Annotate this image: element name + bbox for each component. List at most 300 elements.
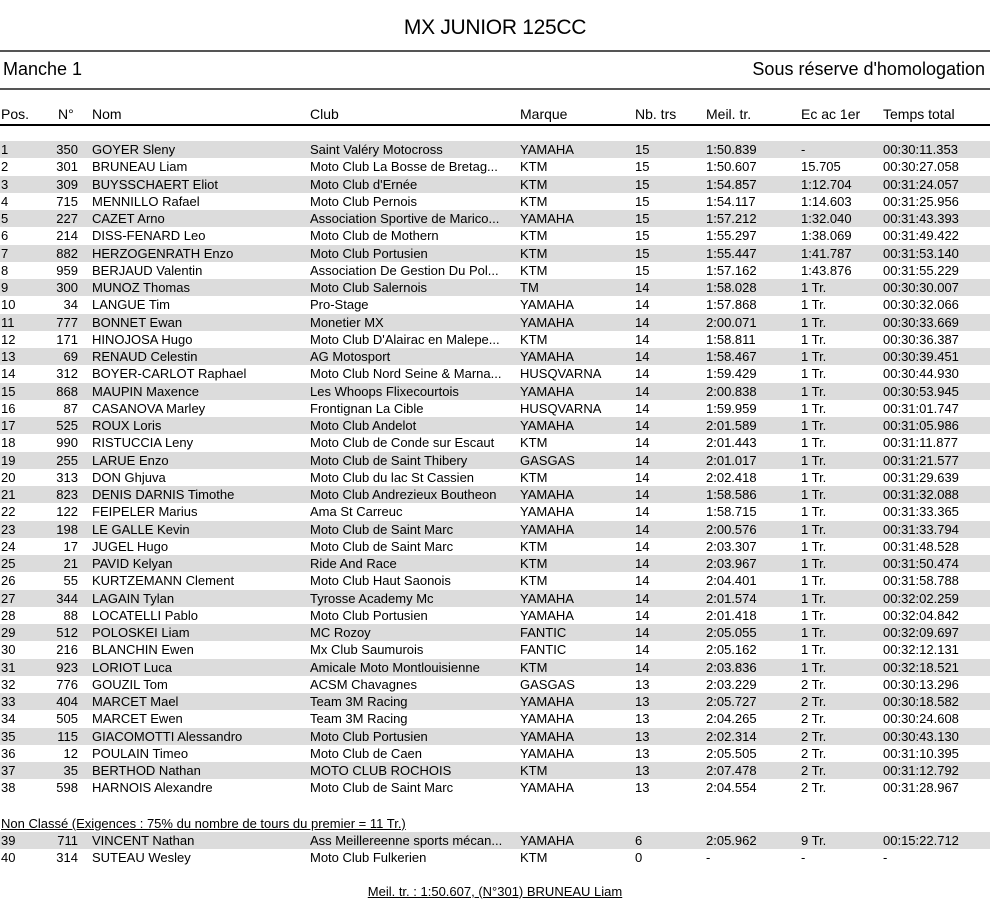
cell-marque: KTM [520,228,548,244]
cell-club: Team 3M Racing [310,711,408,727]
table-row [0,434,990,451]
cell-marque: YAMAHA [520,745,574,761]
cell-num: 314 [56,850,78,866]
cell-pos: 37 [1,763,16,778]
cell-club: ACSM Chavagnes [310,676,417,692]
cell-temps: 00:30:13.296 [883,676,959,692]
col-header-temps: Temps total [883,106,955,122]
table-row [0,849,990,866]
cell-club: Moto Club Andrezieux Boutheon [310,487,497,502]
homologation-status: Sous réserve d'homologation [752,59,985,79]
best-lap-footer: Meil. tr. : 1:50.607, (N°301) BRUNEAU Liam [367,884,623,899]
cell-meil: 2:07.478 [706,763,757,778]
cell-club: MOTO CLUB ROCHOIS [310,763,452,778]
cell-temps: 00:30:36.387 [883,331,959,347]
cell-marque: YAMAHA [520,607,574,623]
cell-temps: 00:31:58.788 [883,573,959,589]
cell-ecart: 1 Tr. [801,418,827,433]
cell-marque: KTM [520,763,548,778]
cell-marque: FANTIC [520,625,567,640]
cell-nbtrs: 14 [635,366,650,382]
cell-num: 923 [56,659,78,675]
cell-meil: 2:05.505 [706,745,757,761]
cell-meil: - [706,850,711,866]
cell-pos: 21 [1,487,16,502]
cell-pos: 5 [1,211,9,226]
cell-nom: MAUPIN Maxence [92,383,199,399]
cell-temps: 00:31:48.528 [883,538,959,554]
cell-marque: KTM [520,573,548,589]
cell-nbtrs: 15 [635,176,650,192]
cell-nbtrs: 14 [635,625,650,640]
page-title: MX JUNIOR 125CC [403,16,587,39]
cell-club: Ride And Race [310,556,397,571]
cell-nom: MARCET Mael [92,694,179,709]
cell-nbtrs: 15 [635,159,650,175]
cell-nom: GIACOMOTTI Alessandro [92,728,243,744]
cell-nbtrs: 15 [635,228,650,244]
cell-temps: 00:31:33.365 [883,504,959,520]
cell-nom: SUTEAU Wesley [92,850,191,866]
cell-num: 313 [56,469,78,485]
cell-num: 115 [57,728,78,744]
cell-marque: KTM [520,245,548,261]
col-header-num: N° [58,106,74,122]
table-row [0,676,990,693]
cell-club: Monetier MX [310,314,384,330]
cell-pos: 25 [1,556,16,571]
cell-nom: RENAUD Celestin [92,349,198,364]
cell-temps: 00:15:22.712 [883,833,959,848]
cell-ecart: 1:14.603 [801,193,852,209]
cell-num: 525 [56,418,78,433]
cell-club: Amicale Moto Montlouisienne [310,659,480,675]
cell-club: Moto Club Portusien [310,607,428,623]
cell-nbtrs: 14 [635,607,650,623]
cell-nbtrs: 15 [635,211,650,226]
cell-club: Pro-Stage [310,297,369,313]
cell-num: 301 [56,159,78,175]
table-row [0,245,990,262]
cell-pos: 3 [1,176,9,192]
cell-meil: 2:05.962 [706,833,757,848]
table-row [0,779,990,796]
cell-nbtrs: 13 [635,694,650,709]
cell-meil: 2:04.401 [706,573,757,589]
cell-club: Moto Club Haut Saonois [310,573,451,589]
table-row [0,279,990,296]
cell-nbtrs: 14 [635,521,650,537]
cell-temps: 00:31:25.956 [883,193,959,209]
cell-marque: KTM [520,659,548,675]
cell-marque: KTM [520,262,548,278]
cell-ecart: 15.705 [801,159,841,175]
cell-pos: 33 [1,694,16,709]
cell-nbtrs: 14 [635,280,650,295]
cell-temps: 00:32:02.259 [883,590,959,606]
cell-club: Les Whoops Flixecourtois [310,383,459,399]
cell-ecart: - [801,850,806,866]
cell-ecart: 1:38.069 [801,228,852,244]
cell-marque: KTM [520,556,548,571]
cell-meil: 1:54.117 [706,193,756,209]
cell-temps: 00:30:44.930 [883,366,959,382]
cell-nbtrs: 14 [635,556,650,571]
cell-nom: LANGUE Tim [92,297,171,313]
col-header-pos: Pos. [1,106,30,122]
cell-num: 35 [63,763,78,778]
cell-club: Moto Club de Saint Marc [310,521,454,537]
cell-ecart: 1 Tr. [801,400,827,416]
cell-temps: 00:31:10.395 [883,745,959,761]
cell-num: 88 [63,607,78,623]
cell-marque: YAMAHA [520,694,574,709]
cell-num: 12 [63,745,78,761]
table-row [0,521,990,538]
cell-temps: 00:30:30.007 [883,280,959,295]
cell-club: Ama St Carreuc [310,504,403,520]
cell-meil: 2:04.554 [706,780,757,796]
cell-temps: 00:30:43.130 [883,728,959,744]
cell-nom: BERJAUD Valentin [92,262,203,278]
cell-num: 216 [56,642,78,658]
cell-nbtrs: 14 [635,487,650,502]
col-header-nbtrs: Nb. trs [635,106,677,122]
cell-marque: HUSQVARNA [520,400,602,416]
table-row [0,572,990,589]
cell-meil: 2:01.017 [706,452,757,468]
cell-pos: 8 [1,262,9,278]
cell-meil: 1:57.212 [706,211,757,226]
cell-temps: 00:31:05.986 [883,418,959,433]
cell-pos: 27 [1,590,16,606]
cell-num: 777 [56,314,78,330]
cell-nom: BONNET Ewan [92,314,183,330]
table-row [0,348,990,365]
cell-num: 959 [56,262,78,278]
cell-ecart: 2 Tr. [801,728,827,744]
cell-meil: 2:00.071 [706,314,757,330]
cell-num: 882 [56,245,78,261]
table-row [0,590,990,607]
cell-club: Moto Club d'Ernée [310,176,418,192]
cell-marque: KTM [520,331,548,347]
cell-temps: 00:30:39.451 [883,349,959,364]
table-row [0,503,990,520]
cell-pos: 13 [1,349,16,364]
cell-club: AG Motosport [310,349,391,364]
cell-meil: 1:58.028 [706,280,757,295]
cell-num: 512 [56,625,78,640]
cell-ecart: 1:32.040 [801,211,852,226]
non-classified-label: Non Classé (Exigences : 75% du nombre de tours du premier = 11 Tr.) [1,816,406,831]
cell-temps: 00:32:09.697 [883,625,959,640]
cell-num: 505 [56,711,78,727]
cell-club: Moto Club Pernois [310,193,417,209]
cell-marque: YAMAHA [520,711,574,727]
cell-nbtrs: 14 [635,590,650,606]
cell-temps: 00:30:53.945 [883,383,959,399]
cell-club: Moto Club Fulkerien [310,850,427,866]
cell-marque: YAMAHA [520,383,574,399]
cell-nom: BLANCHIN Ewen [92,642,194,658]
cell-num: 255 [56,452,78,468]
cell-marque: KTM [520,193,548,209]
cell-meil: 1:50.607 [706,159,757,175]
cell-nom: VINCENT Nathan [92,833,195,848]
cell-ecart: 1 Tr. [801,349,827,364]
table-row [0,210,990,227]
cell-temps: 00:31:21.577 [883,452,959,468]
cell-meil: 2:01.574 [706,590,757,606]
cell-club: Moto Club du lac St Cassien [310,469,475,485]
cell-pos: 10 [1,297,16,313]
cell-pos: 4 [1,193,9,209]
table-row [0,469,990,486]
cell-nom: BERTHOD Nathan [92,763,201,778]
cell-ecart: 9 Tr. [801,833,827,848]
table-row [0,452,990,469]
cell-ecart: 1 Tr. [801,469,827,485]
cell-marque: GASGAS [520,452,575,468]
cell-ecart: 1 Tr. [801,487,827,502]
cell-temps: 00:31:49.422 [883,228,959,244]
cell-meil: 2:05.727 [706,694,757,709]
cell-nom: MENNILLO Rafael [92,193,200,209]
cell-ecart: 1 Tr. [801,280,827,295]
cell-num: 198 [56,521,78,537]
cell-nom: FEIPELER Marius [92,504,198,520]
cell-pos: 11 [1,314,15,330]
cell-pos: 36 [1,745,16,761]
cell-pos: 35 [1,728,16,744]
table-row [0,331,990,348]
cell-num: 214 [56,228,78,244]
cell-ecart: 2 Tr. [801,676,827,692]
cell-nbtrs: 14 [635,642,650,658]
cell-nbtrs: 14 [635,400,650,416]
cell-meil: 1:59.429 [706,366,757,382]
cell-pos: 23 [1,521,16,537]
cell-club: Moto Club Portusien [310,245,428,261]
cell-num: 711 [57,833,78,848]
cell-num: 990 [56,435,78,451]
cell-nbtrs: 13 [635,763,650,778]
cell-nbtrs: 14 [635,538,650,554]
cell-marque: TM [520,280,539,295]
cell-nom: LORIOT Luca [92,659,172,675]
cell-nom: BRUNEAU Liam [92,159,188,175]
cell-nom: HINOJOSA Hugo [92,331,193,347]
cell-marque: YAMAHA [520,297,574,313]
cell-marque: YAMAHA [520,418,574,433]
cell-club: Ass Meillereenne sports mécan... [310,833,503,848]
cell-marque: KTM [520,469,548,485]
cell-nbtrs: 14 [635,573,650,589]
cell-pos: 29 [1,625,16,640]
cell-nom: CASANOVA Marley [92,400,206,416]
cell-club: Moto Club La Bosse de Bretag... [310,159,498,175]
cell-club: Moto Club de Saint Marc [310,538,454,554]
cell-num: 868 [56,383,78,399]
cell-nom: PAVID Kelyan [92,556,173,571]
cell-ecart: 1 Tr. [801,366,827,382]
cell-nbtrs: 13 [635,711,650,727]
cell-nom: GOYER Sleny [92,142,176,157]
cell-club: Moto Club Nord Seine & Marna... [310,366,502,382]
cell-temps: 00:31:50.474 [883,556,959,571]
cell-temps: 00:31:24.057 [883,176,959,192]
cell-meil: 1:55.297 [706,228,757,244]
table-row [0,417,990,434]
table-row [0,693,990,710]
col-header-club: Club [310,106,339,122]
cell-temps: 00:30:27.058 [883,159,959,175]
cell-meil: 1:57.162 [706,262,757,278]
cell-temps: 00:31:29.639 [883,469,959,485]
cell-meil: 2:02.418 [706,469,757,485]
table-row [0,832,990,849]
cell-pos: 30 [1,642,16,658]
cell-meil: 2:03.967 [706,556,757,571]
cell-pos: 22 [1,504,16,520]
col-header-meil: Meil. tr. [706,106,752,122]
cell-club: Moto Club Salernois [310,280,428,295]
cell-pos: 18 [1,435,16,451]
cell-marque: KTM [520,435,548,451]
cell-num: 17 [63,538,78,554]
table-row [0,176,990,193]
cell-nom: LOCATELLI Pablo [92,607,198,623]
cell-marque: YAMAHA [520,780,574,796]
cell-pos: 28 [1,607,16,623]
cell-ecart: 1:43.876 [801,262,852,278]
cell-nbtrs: 13 [635,728,650,744]
cell-meil: 1:58.586 [706,487,757,502]
cell-marque: YAMAHA [520,833,574,848]
cell-marque: YAMAHA [520,314,574,330]
cell-nbtrs: 14 [635,297,650,313]
session-label: Manche 1 [3,59,83,79]
results-table [0,141,990,797]
cell-pos: 9 [1,280,9,295]
cell-nom: BOYER-CARLOT Raphael [92,366,247,382]
cell-marque: KTM [520,159,548,175]
cell-num: 300 [56,280,78,295]
cell-nbtrs: 14 [635,331,650,347]
cell-nom: POULAIN Timeo [92,745,189,761]
cell-pos: 34 [1,711,16,727]
table-row [0,158,990,175]
cell-ecart: 1 Tr. [801,659,827,675]
cell-club: Moto Club de Saint Marc [310,780,454,796]
cell-meil: 2:01.589 [706,418,757,433]
cell-nbtrs: 14 [635,435,650,451]
col-header-ecart: Ec ac 1er [801,106,861,122]
cell-num: 312 [56,366,78,382]
cell-nom: KURTZEMANN Clement [92,573,235,589]
cell-nbtrs: 14 [635,504,650,520]
col-header-marque: Marque [520,106,568,122]
cell-meil: 2:05.162 [706,642,757,658]
table-row [0,607,990,624]
table-row [0,641,990,658]
cell-num: 715 [56,193,78,209]
cell-temps: 00:31:01.747 [883,400,959,416]
cell-nom: LARUE Enzo [92,452,169,468]
cell-pos: 15 [1,383,16,399]
cell-temps: 00:31:32.088 [883,487,959,502]
cell-pos: 38 [1,780,16,796]
col-header-nom: Nom [92,106,122,122]
cell-meil: 2:00.838 [706,383,757,399]
cell-meil: 2:04.265 [706,711,757,727]
table-row [0,710,990,727]
cell-nom: MARCET Ewen [92,711,183,727]
cell-meil: 1:55.447 [706,245,757,261]
cell-marque: HUSQVARNA [520,366,602,382]
cell-num: 69 [63,349,78,364]
cell-temps: 00:30:18.582 [883,694,959,709]
cell-pos: 20 [1,469,16,485]
cell-temps: 00:32:18.521 [883,659,959,675]
cell-nom: ROUX Loris [92,418,162,433]
cell-nbtrs: 15 [635,262,650,278]
cell-nom: DENIS DARNIS Timothe [92,487,235,502]
cell-nbtrs: 14 [635,383,650,399]
cell-marque: YAMAHA [520,349,574,364]
cell-pos: 26 [1,573,16,589]
cell-meil: 1:58.715 [706,504,757,520]
cell-nom: HERZOGENRATH Enzo [92,245,234,261]
cell-marque: YAMAHA [520,504,574,520]
cell-ecart: 1 Tr. [801,521,827,537]
table-row [0,400,990,417]
cell-ecart: 1 Tr. [801,590,827,606]
cell-num: 122 [56,504,78,520]
cell-nom: CAZET Arno [92,211,165,226]
cell-pos: 32 [1,676,16,692]
cell-nbtrs: 13 [635,780,650,796]
cell-pos: 1 [1,142,9,157]
table-row [0,745,990,762]
cell-nbtrs: 14 [635,469,650,485]
cell-num: 171 [56,331,78,347]
cell-ecart: 1 Tr. [801,573,827,589]
cell-ecart: 1 Tr. [801,331,827,347]
cell-nom: RISTUCCIA Leny [92,435,194,451]
cell-nom: MUNOZ Thomas [92,280,190,295]
table-row [0,227,990,244]
table-row [0,383,990,400]
cell-nom: HARNOIS Alexandre [92,780,213,796]
cell-temps: 00:32:12.131 [883,642,959,658]
cell-pos: 12 [1,331,16,347]
cell-ecart: 2 Tr. [801,763,827,778]
cell-nom: LAGAIN Tylan [92,590,175,606]
cell-nom: JUGEL Hugo [92,538,169,554]
cell-meil: 2:03.307 [706,538,757,554]
cell-nom: LE GALLE Kevin [92,521,190,537]
cell-nom: POLOSKEI Liam [92,625,190,640]
cell-marque: YAMAHA [520,521,574,537]
table-row [0,262,990,279]
cell-temps: 00:30:32.066 [883,297,959,313]
cell-num: 598 [56,780,78,796]
cell-pos: 24 [1,538,16,554]
cell-temps: 00:30:11.353 [883,142,958,157]
cell-pos: 16 [1,400,16,416]
